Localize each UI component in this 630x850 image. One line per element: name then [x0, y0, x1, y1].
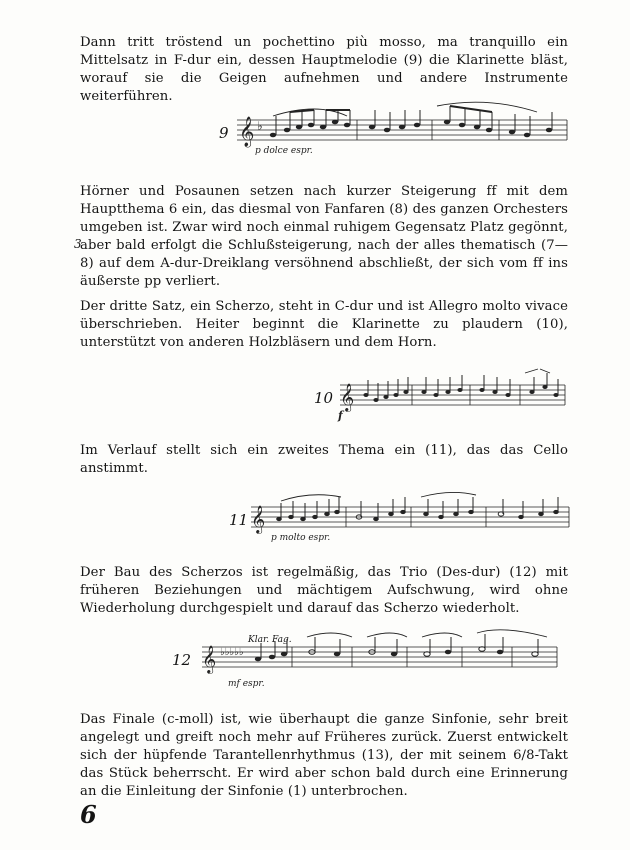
example-number-12: 12: [172, 651, 192, 669]
paragraph-2: Hörner und Posaunen setzen nach kurzer Steigerung ff mit dem Hauptthema 6 ein, das diesmal von Fanfaren (8) des ganzen Orchesters umgeben ist. Zwar wird noch einmal ruhigem Gegensatz Platz gegönnt, aber bald erfolgt die Schlußsteigerung, nach der alles thematisch (7—8) auf dem A-dur-Dreiklang versöhnend abschließt, der sich vom ff ins äußerste pp verliert.: [80, 184, 568, 289]
example-number-9: 9: [219, 124, 229, 142]
music-example-9: [219, 110, 570, 174]
staff-example-10: [340, 375, 570, 420]
svg-text:♭: ♭: [257, 119, 263, 133]
svg-text:♭♭♭♭♭: ♭♭♭♭♭: [220, 647, 244, 658]
music-example-11: [225, 497, 570, 561]
paragraph-1: Dann tritt tröstend un pochettino più mosso, ma tranquillo ein Mittelsatz in F-dur ein, dessen Hauptmelodie (9) die Klarinette bläst, worauf sie die Geigen aufnehmen und andere Instrumente weiterführen.: [80, 35, 568, 104]
example-number-11: 11: [229, 511, 249, 529]
svg-text:𝄞: 𝄞: [202, 645, 217, 673]
instrument-label-12: Klar. Fag.: [248, 635, 292, 645]
staff-example-12: [202, 637, 567, 682]
paragraph-4: Im Verlauf stellt sich ein zweites Thema ein (11), das das Cello anstimmt.: [80, 443, 568, 476]
dynamic-marking-9: p dolce espr.: [255, 146, 313, 156]
svg-text:𝄞: 𝄞: [251, 505, 266, 533]
music-example-12: [170, 637, 570, 701]
paragraph-5: Der Bau des Scherzos ist regelmäßig, das Trio (Des-dur) (12) mit früheren Beziehungen und mächtigem Aufschwung, wird ohne Wiederholung durchgespielt und darauf das Scherzo wiederholt.: [80, 565, 568, 616]
music-example-10: [314, 375, 568, 439]
page-number: 6: [80, 800, 97, 829]
paragraph-6: Das Finale (c-moll) ist, wie überhaupt die ganze Sinfonie, sehr breit angelegt und greift noch mehr auf Früheres zurück. Zuerst entwickelt sich der hüpfende Tarantellenrhythmus (13), der mit seinem 6/8-Takt das Stück beherrscht. Er wird aber schon bald durch eine Erinnerung an die Einleitung der Sinfonie (1) unterbrochen.: [80, 712, 568, 799]
example-number-10: 10: [314, 389, 334, 407]
svg-text:𝄞: 𝄞: [340, 383, 355, 411]
margin-mark: 3: [74, 237, 82, 251]
paragraph-3: Der dritte Satz, ein Scherzo, steht in C-dur und ist Allegro molto vivace überschrieben. Heiter beginnt die Klarinette zu plaudern (10), unterstützt von anderen Holzbläsern und dem Horn.: [80, 299, 568, 350]
dynamic-marking-11: p molto espr.: [271, 533, 331, 543]
treble-clef-icon: 𝄞: [239, 117, 255, 147]
dynamic-marking-12: mf espr.: [228, 679, 265, 689]
dynamic-marking-10: f: [338, 409, 343, 422]
